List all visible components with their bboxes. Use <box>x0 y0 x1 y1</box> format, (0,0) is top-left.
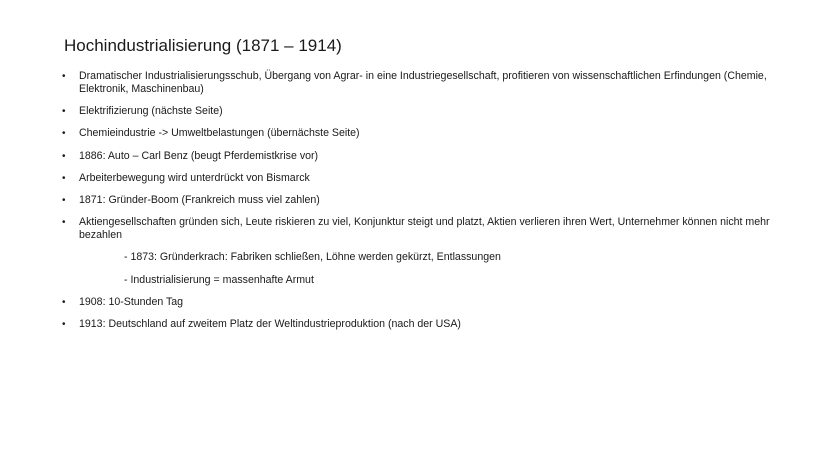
bullet-item <box>62 172 782 185</box>
sub-item <box>62 274 782 287</box>
slide-title: Hochindustrialisierung (1871 – 1914) <box>64 36 342 55</box>
bullet-list <box>62 70 782 340</box>
bullet-dot-icon: • <box>62 150 66 162</box>
bullet-dot-icon: • <box>62 296 66 308</box>
bullet-dot-icon: • <box>62 318 66 330</box>
bullet-dot-icon: • <box>62 71 66 82</box>
bullet-text: Chemieindustrie -> Umweltbelastungen (übernächste Seite) <box>79 127 360 140</box>
bullet-item <box>62 194 782 207</box>
bullet-dot-icon: • <box>62 106 66 118</box>
bullet-text: Dramatischer Industrialisierungsschub, Übergang von Agrar- in eine Industriegesellschaft, profitieren von wissenschaftlichen Erfindungen (Chemie, Elektronik, Maschinenbau) <box>79 70 767 95</box>
bullet-text: Aktiengesellschaften gründen sich, Leute riskieren zu viel, Konjunktur steigt und platzt, Aktien verlieren ihren Wert, Unternehmer können nicht mehr bezahlen <box>79 216 770 242</box>
bullet-item <box>62 70 782 96</box>
bullet-item <box>62 127 782 140</box>
sub-item <box>62 251 782 264</box>
bullet-text: 1908: 10-Stunden Tag <box>79 295 184 308</box>
bullet-item <box>62 150 782 163</box>
bullet-item <box>62 318 782 331</box>
bullet-text: 1913: Deutschland auf zweitem Platz der Weltindustrieproduktion (nach der USA) <box>79 317 461 330</box>
bullet-dot-icon: • <box>62 172 66 184</box>
bullet-dot-icon: • <box>62 128 66 140</box>
sub-item-text: - 1873: Gründerkrach: Fabriken schließen, Löhne werden gekürzt, Entlassungen <box>124 251 501 264</box>
bullet-item <box>62 105 782 118</box>
bullet-text: Arbeiterbewegung wird unterdrückt von Bismarck <box>79 171 310 184</box>
bullet-text: 1871: Gründer-Boom (Frankreich muss viel zahlen) <box>79 193 320 206</box>
bullet-item <box>62 296 782 309</box>
bullet-item <box>62 216 782 242</box>
bullet-dot-icon: • <box>62 217 66 229</box>
bullet-text: 1886: Auto – Carl Benz (beugt Pferdemistkrise vor) <box>79 149 319 162</box>
bullet-text: Elektrifizierung (nächste Seite) <box>79 105 223 118</box>
sub-item-text: - Industrialisierung = massenhafte Armut <box>124 273 314 286</box>
bullet-dot-icon: • <box>62 194 66 206</box>
